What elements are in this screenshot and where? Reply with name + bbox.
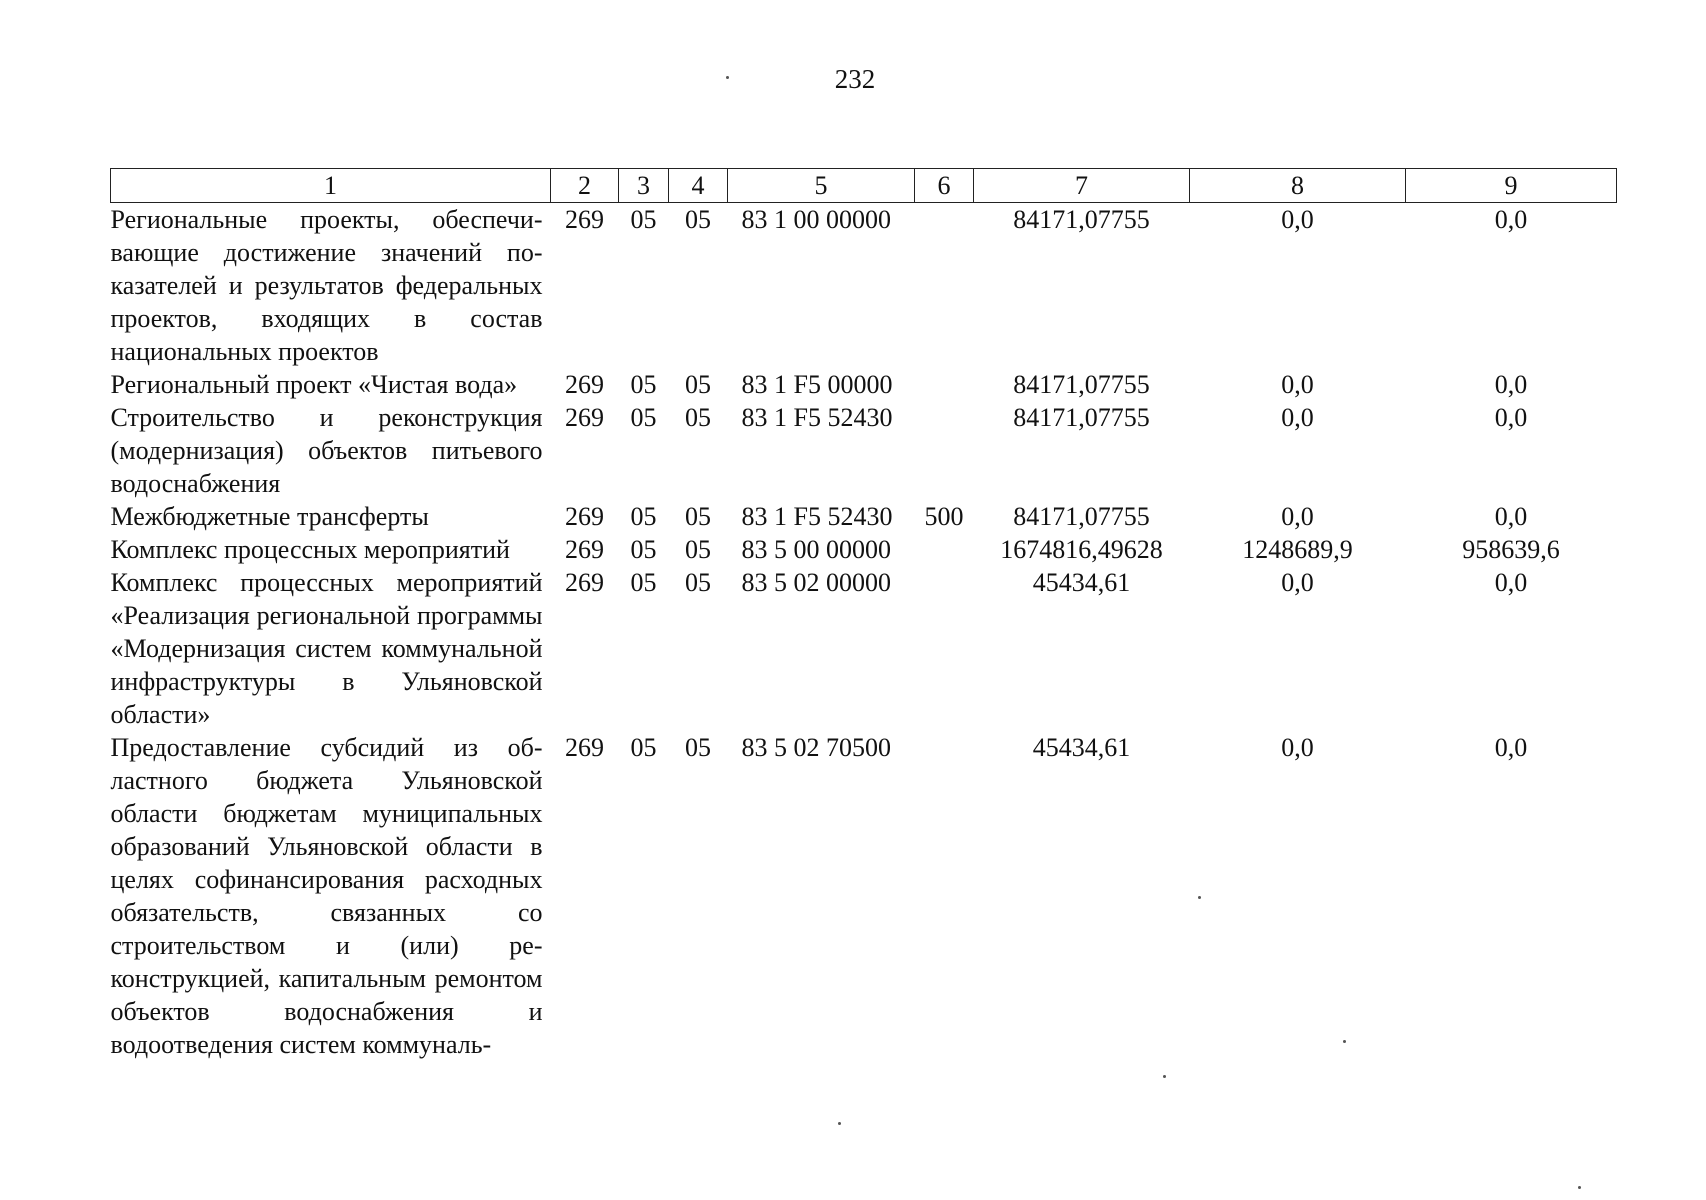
gr-code: 269 [565,370,604,399]
vr-code [915,401,974,500]
table-row [111,401,1617,500]
amount-col8: 0,0 [1281,370,1314,399]
rz-code: 05 [630,502,657,531]
gr-code: 269 [565,535,604,564]
item-name: Строительство и реконструкция (модернизация) объектов питьевого водоснабжения [110,403,543,498]
pr-code: 05 [685,403,711,432]
pr-code: 05 [685,535,711,564]
item-name: Комплекс процессных мероприятий «Реализация региональной программы «Модернизация систем коммунальной инфраструктуры в Ульяновской области» [110,568,543,729]
pr-code: 05 [685,733,711,762]
csr-code: 83 1 F5 52430 [741,502,893,531]
amount-col8: 0,0 [1281,733,1314,762]
budget-table [110,168,1617,1061]
header-cell: 5 [728,169,915,203]
header-row [111,169,1617,203]
csr-code: 83 5 00 00000 [741,535,891,564]
scan-speck [726,76,729,79]
gr-code: 269 [565,733,604,762]
csr-code: 83 1 00 00000 [741,205,891,234]
amount-col9: 0,0 [1494,568,1528,597]
amount-col9: 958639,6 [1462,535,1560,564]
header-cell: 9 [1406,169,1617,203]
amount-col9: 0,0 [1494,370,1528,399]
pr-code: 05 [685,568,711,597]
pr-code: 05 [685,370,711,399]
header-cell: 2 [551,169,619,203]
rz-code: 05 [630,205,657,234]
rz-code: 05 [630,568,657,597]
item-name: Региональный проект «Чистая вода» [110,370,518,399]
amount-col8: 0,0 [1281,205,1314,234]
table-row [111,203,1617,369]
csr-code: 83 1 F5 00000 [741,370,893,399]
table-row [111,500,1617,533]
amount-col9: 0,0 [1494,403,1528,432]
rz-code: 05 [630,370,657,399]
amount-col8: 1248689,9 [1242,535,1353,564]
rz-code: 05 [630,403,657,432]
amount-col9: 0,0 [1494,205,1528,234]
gr-code: 269 [565,205,604,234]
header-cell: 4 [669,169,728,203]
vr-code [915,731,974,1061]
vr-code [915,203,974,369]
header-cell: 6 [915,169,974,203]
header-cell: 8 [1190,169,1406,203]
amount-col9: 0,0 [1494,502,1528,531]
header-cell: 7 [974,169,1190,203]
page-number: 232 [834,64,876,94]
header-cell: 1 [111,169,551,203]
table-row [111,533,1617,566]
scan-speck [1163,1075,1166,1078]
item-name: Региональные проекты, обеспечивающие достижение значений показателей и результатов федеральных проектов, входящих в состав национальных проектов [110,205,543,366]
table-row [111,566,1617,731]
item-name: Межбюджетные трансферты [110,502,429,531]
csr-code: 83 1 F5 52430 [741,403,893,432]
table-row [111,368,1617,401]
scan-speck [838,1122,841,1125]
pr-code: 05 [685,205,711,234]
amount-col8: 0,0 [1281,403,1314,432]
item-name: Предоставление субсидий из областного бюджета Ульяновской области бюджетам муниципальных образований Ульяновской области в целях софинансирования расходных обязательств, связанных со строительством и (или) реконструкцией, капитальным ремонтом объектов водоснабжения и водоотведения систем коммуналь- [110,733,543,1059]
amount-col7: 1674816,49628 [1000,535,1163,564]
gr-code: 269 [565,502,604,531]
amount-col8: 0,0 [1281,568,1314,597]
vr-code: 500 [924,502,964,531]
header-cell: 3 [619,169,669,203]
rz-code: 05 [630,535,657,564]
amount-col7: 84171,07755 [1013,502,1150,531]
amount-col9: 0,0 [1494,733,1528,762]
amount-col7: 84171,07755 [1013,205,1150,234]
amount-col7: 45434,61 [1032,733,1131,762]
csr-code: 83 5 02 70500 [741,733,891,762]
rz-code: 05 [630,733,657,762]
vr-code [915,533,974,566]
table-row [111,731,1617,1061]
vr-code [915,566,974,731]
scan-speck [1578,1186,1581,1189]
amount-col8: 0,0 [1281,502,1314,531]
gr-code: 269 [565,568,604,597]
amount-col7: 84171,07755 [1013,370,1150,399]
amount-col7: 84171,07755 [1013,403,1150,432]
amount-col7: 45434,61 [1032,568,1131,597]
csr-code: 83 5 02 00000 [741,568,891,597]
item-name: Комплекс процессных мероприятий [110,535,510,564]
gr-code: 269 [565,403,604,432]
vr-code [915,368,974,401]
pr-code: 05 [685,502,711,531]
